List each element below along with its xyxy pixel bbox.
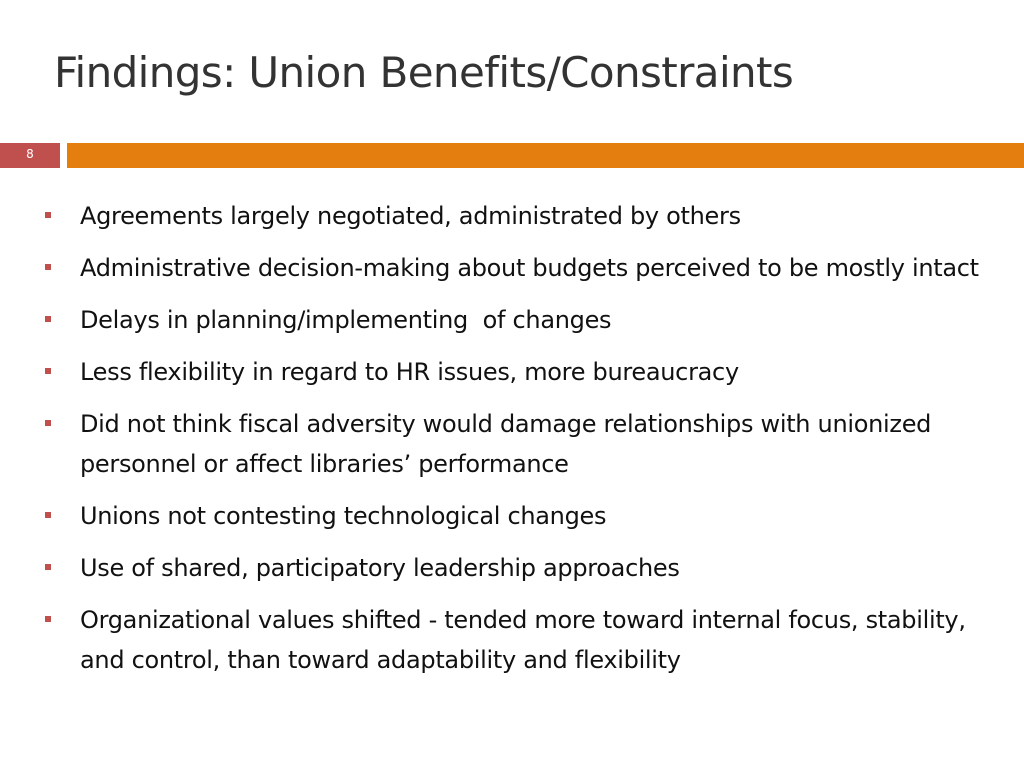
square-bullet-icon <box>45 420 51 426</box>
square-bullet-icon <box>45 212 51 218</box>
bullet-item <box>42 600 1002 680</box>
bullet-item <box>42 300 1002 340</box>
bullet-text: Agreements largely negotiated, administrated by others <box>80 202 741 230</box>
square-bullet-icon <box>45 616 51 622</box>
bullet-item <box>42 496 1002 536</box>
bullet-text: Delays in planning/implementing of changes <box>80 306 612 334</box>
slide-title: Findings: Union Benefits/Constraints <box>54 48 794 97</box>
bullet-text: Unions not contesting technological changes <box>80 502 607 530</box>
bullet-text: Organizational values shifted - tended more toward internal focus, stability, and control, than toward adaptability and flexibility <box>80 606 966 674</box>
bullet-list <box>42 196 1002 692</box>
bullet-item <box>42 404 1002 484</box>
bullet-text: Use of shared, participatory leadership approaches <box>80 554 680 582</box>
square-bullet-icon <box>45 564 51 570</box>
bullet-item <box>42 196 1002 236</box>
square-bullet-icon <box>45 264 51 270</box>
bullet-text: Less flexibility in regard to HR issues, more bureaucracy <box>80 358 739 386</box>
square-bullet-icon <box>45 512 51 518</box>
bullet-text: Did not think fiscal adversity would damage relationships with unionized personnel or affect libraries’ performance <box>80 410 932 478</box>
square-bullet-icon <box>45 368 51 374</box>
bullet-item <box>42 248 1002 288</box>
bullet-item <box>42 548 1002 588</box>
bullet-text: Administrative decision-making about budgets perceived to be mostly intact <box>80 254 979 282</box>
accent-bar <box>67 143 1024 168</box>
square-bullet-icon <box>45 316 51 322</box>
bullet-item <box>42 352 1002 392</box>
slide-number: 8 <box>26 147 34 161</box>
